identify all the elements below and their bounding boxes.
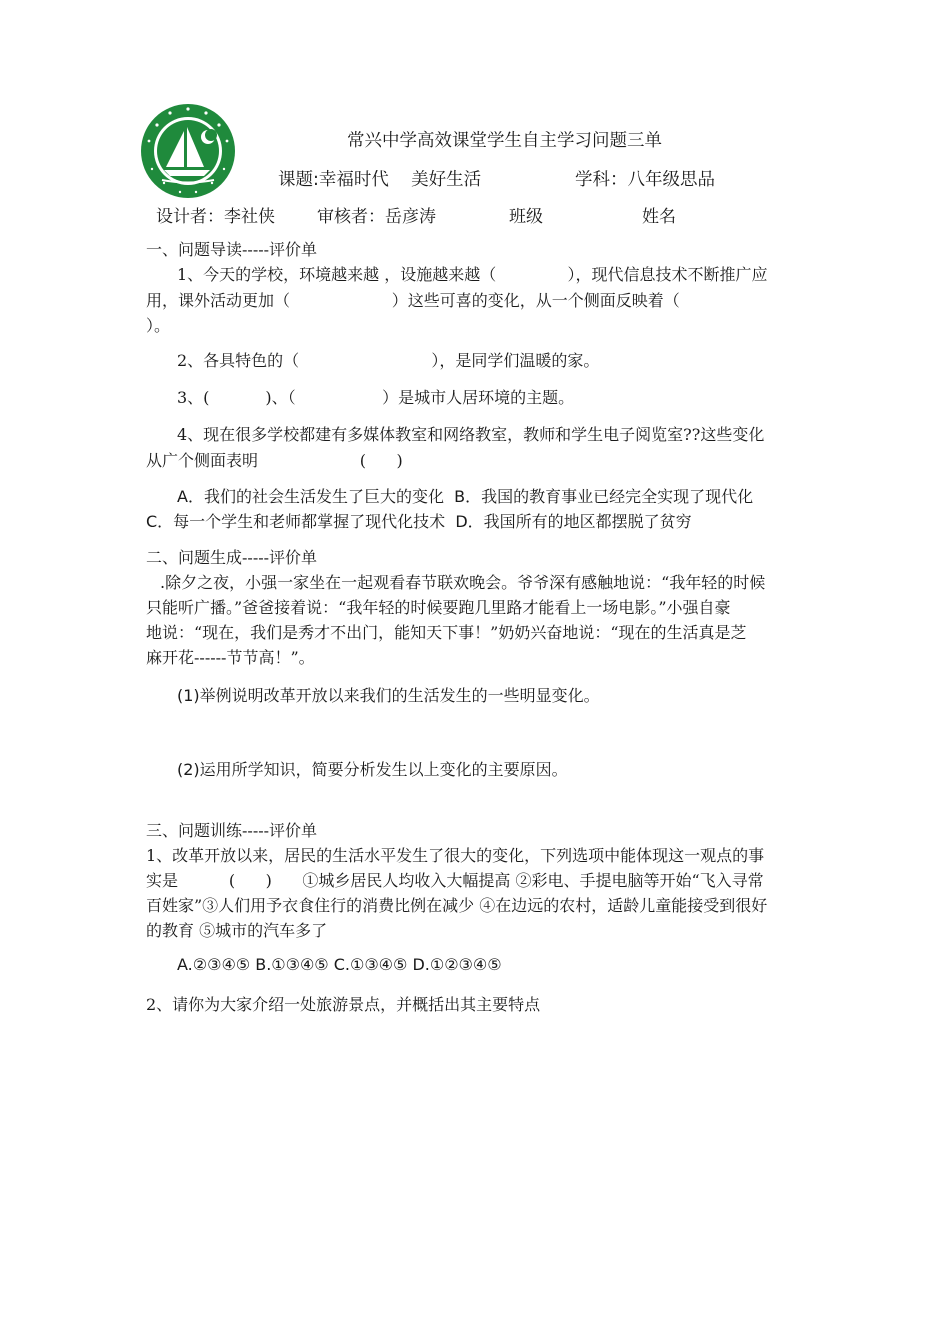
class-label: 班级 [509,207,543,227]
s3-question1-line3: 百姓家”③人们用予衣食住行的消费比例在减少 ④在边远的农村，适龄儿童能接受到很好 [146,896,768,915]
s1-question4-line2: 从广个侧面表明 ( ) [146,451,403,470]
subject-label: 学科：八年级思品 [575,170,715,190]
s1-question1-line1: 1、今天的学校，环境越来越 ，设施越来越（ ），现代信息技术不断推广应 [177,265,768,284]
name-label: 姓名 [642,207,676,227]
s1-question4-line1: 4、现在很多学校都建有多媒体教室和网络教室，教师和学生电子阅览室??这些变化 [177,425,765,444]
reviewer-label: 审核者：岳彦涛 [317,207,436,227]
s1-question1-line2: 用，课外活动更加（ ）这些可喜的变化，从一个侧面反映着（ [146,291,680,310]
section3-heading: 三、问题训练-----评价单 [146,821,318,840]
s3-question2: 2、请你为大家介绍一处旅游景点，并概括出其主要特点 [146,995,541,1014]
s2-paragraph-line1: .除夕之夜，小强一家坐在一起观看春节联欢晚会。爷爷深有感触地说：“我年轻的时候 [160,573,766,592]
s2-paragraph-line4: 麻开花------节节高！”。 [146,648,315,667]
s1-options-ab: A．我们的社会生活发生了巨大的变化 B．我国的教育事业已经完全实现了现代化 [177,487,754,506]
s1-options-cd: C．每一个学生和老师都掌握了现代化技术 D．我国所有的地区都摆脱了贫穷 [146,512,692,531]
s3-question1-options: A.②③④⑤ B.①③④⑤ C.①③④⑤ D.①②③④⑤ [177,955,502,974]
s3-question1-line2: 实是 ( ) ①城乡居民人均收入大幅提高 ②彩电、手提电脑等开始“飞入寻常 [146,871,764,890]
designer-label: 设计者：李社侠 [156,207,275,227]
s3-question1-line1: 1、改革开放以来，居民的生活水平发生了很大的变化，下列选项中能体现这一观点的事 [146,846,765,865]
s1-question2: 2、各具特色的（ ），是同学们温暖的家。 [177,351,600,370]
s2-paragraph-line2: 只能听广播。”爸爸接着说：“我年轻的时候要跑几里路才能看上一场电影。”小强自豪 [146,598,731,617]
document-title: 常兴中学高效课堂学生自主学习问题三单 [347,131,662,151]
s3-question1-line4: 的教育 ⑤城市的汽车多了 [146,921,328,940]
s1-question1-line3: ）。 [146,316,171,335]
s1-question3: 3、( )、（ ）是城市人居环境的主题。 [177,388,575,407]
lesson-topic: 课题:幸福时代 美好生活 [278,170,482,190]
section1-heading: 一、问题导读-----评价单 [146,240,318,259]
s2-question1: (1)举例说明改革开放以来我们的生活发生的一些明显变化。 [177,686,600,705]
section2-heading: 二、问题生成-----评价单 [146,548,318,567]
school-logo [140,103,236,199]
s2-paragraph-line3: 地说：“现在，我们是秀才不出门，能知天下事！”奶奶兴奋地说：“现在的生活真是芝 [146,623,747,642]
s2-question2: (2)运用所学知识，简要分析发生以上变化的主要原因。 [177,760,568,779]
